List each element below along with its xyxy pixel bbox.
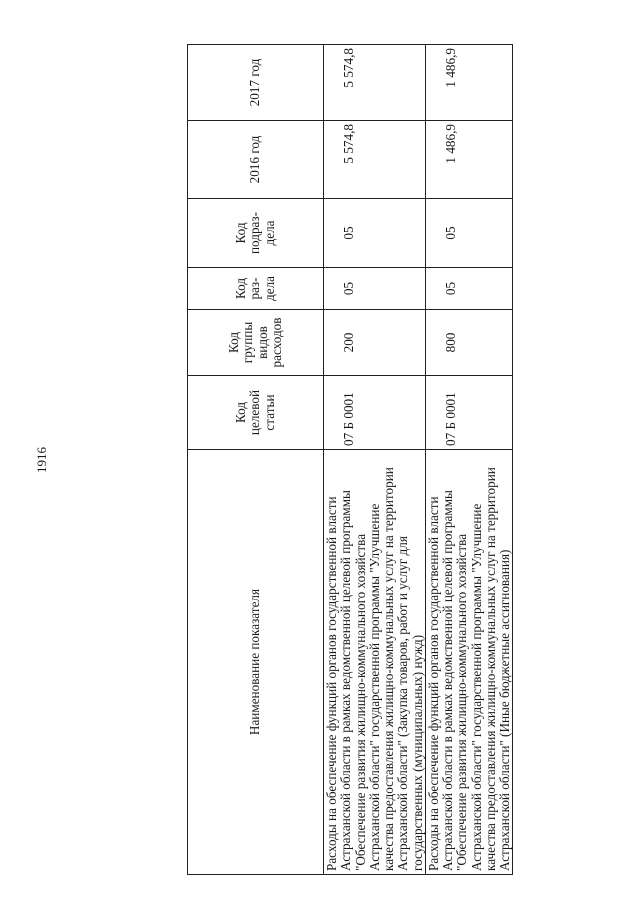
table-row bbox=[425, 45, 513, 875]
row-group-code: 200 bbox=[324, 310, 426, 376]
row-subsection-code: 05 bbox=[324, 199, 426, 268]
row-name: Расходы на обеспечение функций органов государственной власти Астраханской области в рамках ведомственной целевой программы "Обеспечение развития жилищно-коммунального хозяйства Астраханской области" государственной программы "Улучшение качества предоставления жилищно-коммунальных услуг на территории Астраханской области" (Иные бюджетные ассигнования) bbox=[425, 450, 513, 875]
row-2016: 5 574,8 bbox=[324, 121, 426, 199]
header-2017: 2017 год bbox=[188, 45, 324, 121]
header-group-code: Код группы видов расходов bbox=[188, 310, 324, 376]
row-2017: 1 486,9 bbox=[425, 45, 513, 121]
row-2017: 5 574,8 bbox=[324, 45, 426, 121]
row-target-code: 07 Б 0001 bbox=[425, 376, 513, 450]
table-header-row bbox=[188, 45, 324, 875]
row-section-code: 05 bbox=[324, 268, 426, 310]
row-subsection-code: 05 bbox=[425, 199, 513, 268]
rotated-table-area bbox=[187, 45, 512, 875]
row-target-code: 07 Б 0001 bbox=[324, 376, 426, 450]
row-name: Расходы на обеспечение функций органов государственной власти Астраханской области в рамках ведомственной целевой программы "Обеспечение развития жилищно-коммунального хозяйства Астраханской области" государственной программы "Улучшение качества предоставления жилищно-коммунальных услуг на территории Астраханской области" (Закупка товаров, работ и услуг для государственных (муниципальных) нужд) bbox=[324, 450, 426, 875]
header-subsection-code: Код подраз-дела bbox=[188, 199, 324, 268]
page-number: 1916 bbox=[34, 447, 49, 473]
row-group-code: 800 bbox=[425, 310, 513, 376]
header-2016: 2016 год bbox=[188, 121, 324, 199]
header-target-code: Код целевой статьи bbox=[188, 376, 324, 450]
header-name: Наименование показателя bbox=[188, 450, 324, 875]
budget-table bbox=[187, 44, 513, 875]
page-number-container bbox=[30, 440, 54, 480]
table-row bbox=[324, 45, 426, 875]
row-2016: 1 486,9 bbox=[425, 121, 513, 199]
header-section-code: Код раз-дела bbox=[188, 268, 324, 310]
row-section-code: 05 bbox=[425, 268, 513, 310]
table-wrapper bbox=[187, 45, 512, 875]
